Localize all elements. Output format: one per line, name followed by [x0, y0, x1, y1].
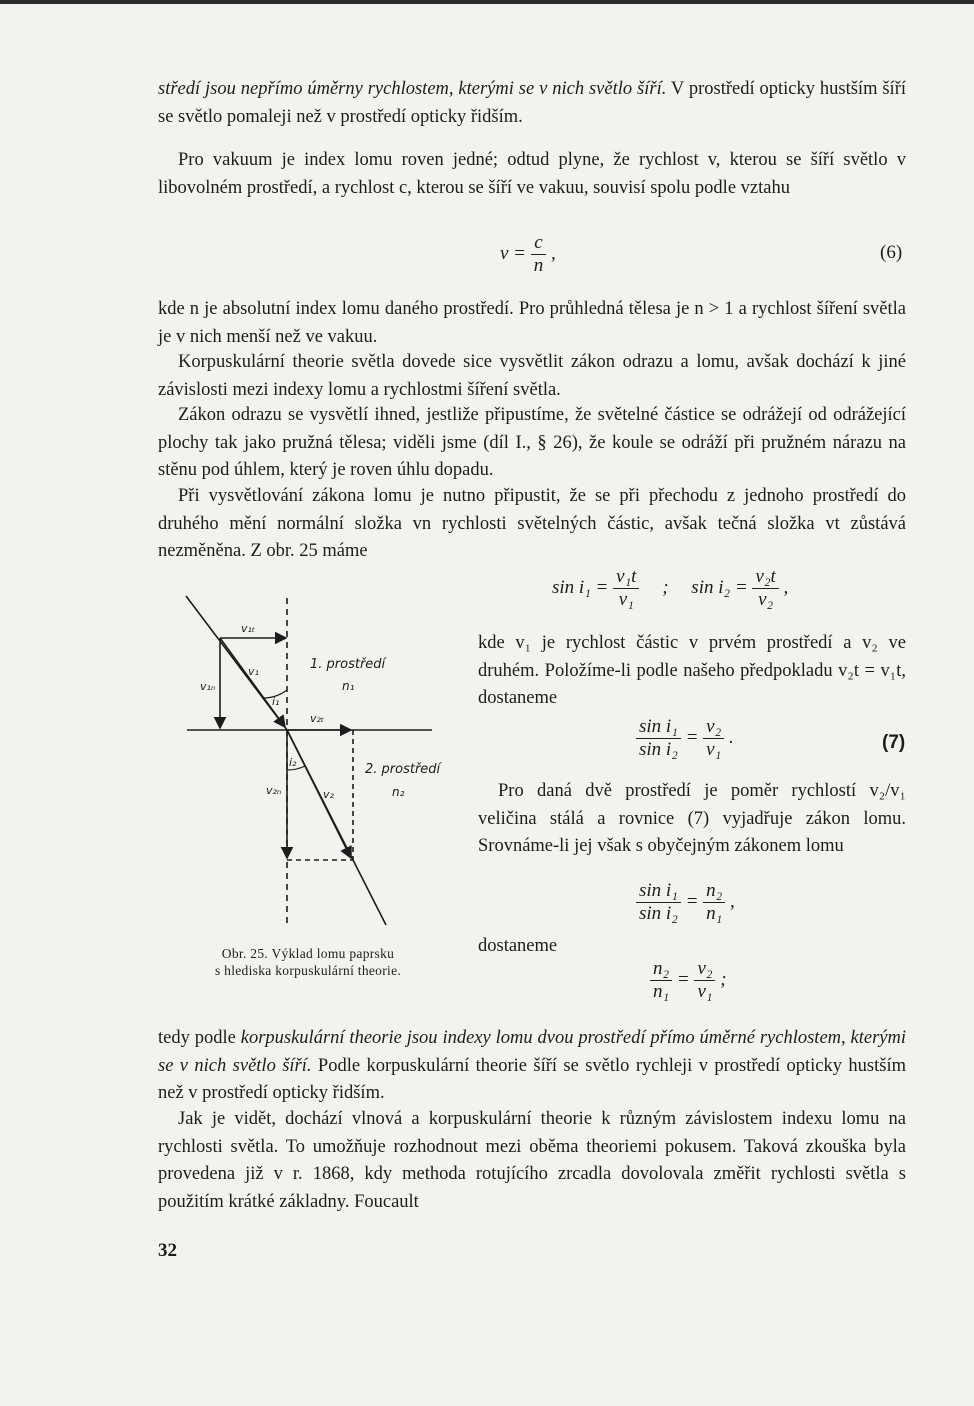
- eq7-den-l: sin i₂: [639, 739, 678, 760]
- label-medium1: 1. prostředí: [310, 657, 386, 672]
- right-column-text-2: Pro daná dvě prostředí je poměr rychlostí v₂/v₁ veličina stálá a rovnice (7) vyjadřuje zákon lomu. Srovnáme-li jej však s obyčejným zákonem lomu: [478, 781, 906, 856]
- eq6-lhs: v =: [500, 242, 527, 264]
- page-number: 32: [158, 1240, 177, 1261]
- paragraph-5: Zákon odrazu se vysvětlí ihned, jestliže připustíme, že světelné částice se odrážejí od odrážející plochy tak jako pružná tělesa; viděli jsme (díl I., § 26), že koule se odráží při pružném nárazu na stěnu pod úhlem, který je roven úhlu dopadu.: [158, 405, 906, 480]
- caption-line-2: s hlediska korpuskulární theorie.: [214, 963, 402, 978]
- eq-sin-a-num: v₁t: [613, 566, 639, 589]
- para7-rest: Podle korpuskulární theorie šíří se světlo rychleji v prostředí opticky hustším než v prostředí opticky řidším.: [158, 1055, 906, 1103]
- dostaneme-text: dostaneme: [478, 936, 558, 956]
- eq-n-tail: ;: [720, 968, 727, 990]
- eq7-number: (7): [882, 732, 906, 753]
- eq-law-num-l: sin i₁: [636, 880, 681, 903]
- para1-rest: V prostředí opticky hustším šíří se světlo pomaleji než v prostředí opticky řidším.: [158, 79, 907, 127]
- eq-n-num-l: n₂: [650, 958, 672, 981]
- paragraph-2: Pro vakuum je index lomu roven jedné; odtud plyne, že rychlost v, kterou se šíří světlo v libovolném prostředí, a rychlost c, kterou se šíří ve vakuu, souvisí spolu podle vztahu: [158, 150, 906, 198]
- paragraph-6: Při vysvětlování zákona lomu je nutno připustit, že se při přechodu z jednoho prostředí do druhého mění normální složka vn rychlosti světelných částic, avšak tečná složka vt zůstává nezměněna. Z obr. 25 máme: [158, 486, 906, 561]
- eq7-num-l: sin i₁: [636, 716, 681, 739]
- eq-law-den-r: n₁: [706, 903, 723, 924]
- label-i2: i₂: [289, 756, 297, 769]
- paragraph-7: [158, 1025, 906, 1108]
- label-i1: i₁: [272, 695, 280, 708]
- eq-sin-sep: ;: [662, 576, 669, 598]
- eq-law-den-l: sin i₂: [639, 903, 678, 924]
- paragraph-4: Korpuskulární theorie světla dovede sice vysvětlit zákon odrazu a lomu, avšak dochází k jiné závislosti mezi indexy lomu a rychlostmi šíření světla.: [158, 352, 906, 400]
- label-n2: n₂: [392, 785, 405, 799]
- eq7-den-r: v₁: [706, 739, 722, 760]
- eq-sin-b-num: v₂t: [752, 566, 778, 589]
- paragraph-3: kde n je absolutní index lomu daného prostředí. Pro průhledná tělesa je n > 1 a rychlost šíření světla je v nich menší než ve vakuu.: [158, 299, 906, 347]
- eq7-num-r: v₂: [703, 716, 724, 739]
- eq7-eq: =: [685, 726, 699, 748]
- label-v1n: v₁ₙ: [200, 680, 216, 693]
- right-column-text-1: kde v₁ je rychlost částic v prvém prostředí a v₂ ve druhém. Položíme-li podle našeho předpokladu v₂t = v₁t, dostaneme: [478, 633, 906, 708]
- para7-italic: korpuskulární theorie jsou indexy lomu dvou prostředí přímo úměrné rychlostem, kterými se v nich světlo šíří.: [158, 1028, 906, 1076]
- label-v1t: v₁ₜ: [241, 622, 256, 635]
- eq-n-eq: =: [676, 968, 690, 990]
- eq-law-eq: =: [685, 890, 699, 912]
- eq6-den: n: [533, 255, 544, 276]
- eq-sin-a-den: v₁: [618, 589, 634, 610]
- label-v2: v₂: [323, 788, 334, 801]
- label-v1: v₁: [248, 665, 259, 678]
- v2-vector: [287, 730, 351, 858]
- label-medium2: 2. prostředí: [365, 762, 441, 777]
- eq-sin-tail: ,: [783, 576, 789, 598]
- label-n1: n₁: [342, 679, 355, 693]
- v1-vector: [220, 638, 285, 727]
- eq-law-num-r: n₂: [703, 880, 725, 903]
- label-v2n: v₂ₙ: [266, 784, 282, 797]
- eq-sin-b-lhs: sin i₂ =: [691, 576, 748, 598]
- figure-caption: [178, 945, 438, 979]
- paragraph-8: Jak je vidět, dochází vlnová a korpuskulární theorie k různým závislostem indexu lomu na rychlosti světla. To umožňuje rozhodnout mezi oběma theoriemi pokusem. Taková zkouška byla provedena již v r. 1868, kdy methoda rotujícího zrcadla dovolovala změřit rychlosti světla s použitím krátké základny. Foucault: [158, 1109, 906, 1212]
- eq-law-tail: ,: [730, 890, 735, 912]
- eq-n-den-r: v₁: [697, 981, 713, 1002]
- eq-n-num-r: v₂: [694, 958, 715, 981]
- eq-sin-b-den: v₂: [758, 589, 774, 610]
- label-v2t: v₂ₜ: [310, 712, 325, 725]
- eq-n-den-l: n₁: [653, 981, 670, 1002]
- para7-pre: tedy podle: [158, 1028, 241, 1048]
- eq6-number: (6): [880, 242, 903, 263]
- eq6-tail: ,: [551, 242, 556, 264]
- para1-italic: středí jsou nepřímo úměrny rychlostem, kterými se v nich světlo šíří.: [158, 79, 667, 99]
- caption-line-1: Obr. 25. Výklad lomu paprsku: [221, 946, 395, 961]
- eq6-num: c: [531, 232, 547, 255]
- eq7-tail: .: [728, 726, 734, 748]
- eq-sin-a-lhs: sin i₁ =: [552, 576, 609, 598]
